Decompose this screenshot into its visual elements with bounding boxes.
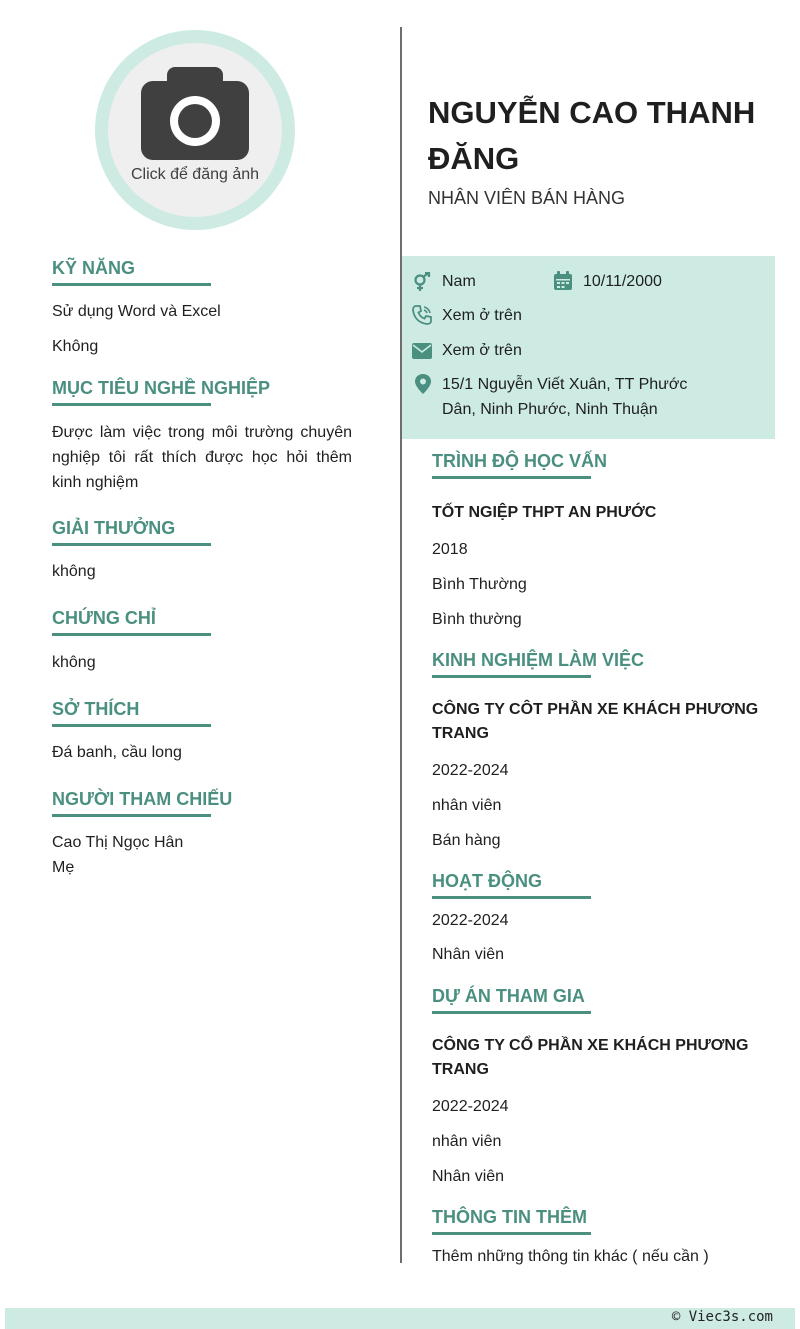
experience-underline: [432, 675, 591, 678]
address-line-1: 15/1 Nguyễn Viết Xuân, TT Phước: [442, 376, 688, 393]
activities-role: Nhân viên: [432, 946, 505, 963]
activities-period: 2022-2024: [432, 912, 509, 929]
candidate-name: NGUYỄN CAO THANH ĐĂNG: [428, 95, 756, 176]
extra-info-text: Thêm những thông tin khác ( nếu cần ): [432, 1248, 709, 1265]
awards-title: GIẢI THƯỞNG: [52, 518, 176, 538]
extra-info-underline: [432, 1232, 591, 1235]
objective-title: MỤC TIÊU NGHỀ NGHIỆP: [52, 378, 271, 398]
skills-title: KỸ NĂNG: [52, 258, 136, 278]
experience-title: KINH NGHIỆM LÀM VIỆC: [432, 650, 645, 670]
location-icon: [413, 374, 433, 394]
objective-text: Được làm việc trong môi trường chuyên nghiệp tôi rất thích được học hỏi thêm kinh nghiệm: [52, 424, 352, 491]
references-title: NGƯỜI THAM CHIẾU: [52, 789, 233, 809]
reference-name: Cao Thị Ngọc Hân: [52, 834, 184, 851]
address-line-2: Dân, Ninh Phước, Ninh Thuận: [442, 401, 658, 418]
education-underline: [432, 476, 591, 479]
project-company: CÔNG TY CỔ PHẦN XE KHÁCH PHƯƠNG: [432, 1037, 749, 1054]
email-value: Xem ở trên: [442, 342, 522, 359]
camera-icon[interactable]: [141, 67, 249, 160]
awards-underline: [52, 543, 211, 546]
project-description: Nhân viên: [432, 1168, 505, 1185]
upload-photo-label[interactable]: Click để đăng ảnh: [130, 166, 260, 183]
education-year: 2018: [432, 541, 468, 558]
projects-underline: [432, 1011, 591, 1014]
certificates-underline: [52, 633, 211, 636]
references-underline: [52, 814, 211, 817]
certificates-text: không: [52, 654, 96, 671]
extra-info-title: THÔNG TIN THÊM: [432, 1207, 587, 1227]
phone-value: Xem ở trên: [442, 307, 522, 324]
birthday-value: 10/11/2000: [583, 273, 662, 290]
skills-underline: [52, 283, 211, 286]
experience-description: Bán hàng: [432, 832, 501, 849]
hobbies-title: SỞ THÍCH: [52, 699, 140, 719]
certificates-title: CHỨNG CHỈ: [52, 608, 156, 628]
education-detail: Bình Thường: [432, 576, 527, 593]
education-school: TỐT NGIỆP THPT AN PHƯỚC: [432, 504, 657, 521]
projects-title: DỰ ÁN THAM GIA: [432, 986, 585, 1006]
experience-position: nhân viên: [432, 797, 502, 814]
email-icon: [412, 341, 432, 361]
education-detail: Bình thường: [432, 611, 522, 628]
job-title: NHÂN VIÊN BÁN HÀNG: [428, 188, 626, 208]
column-divider: [400, 27, 402, 1263]
skill-item: Sử dụng Word và Excel: [52, 303, 221, 320]
project-period: 2022-2024: [432, 1098, 509, 1115]
gender-value: Nam: [442, 273, 476, 290]
project-role: nhân viên: [432, 1133, 502, 1150]
education-title: TRÌNH ĐỘ HỌC VẤN: [432, 451, 607, 471]
calendar-icon: [553, 271, 573, 291]
experience-company-cont: TRANG: [432, 725, 489, 742]
footer-credit[interactable]: © Viec3s.com: [671, 1309, 773, 1325]
awards-text: không: [52, 563, 96, 580]
skill-item: Không: [52, 338, 99, 355]
hobbies-text: Đá banh, cầu long: [52, 744, 182, 761]
activities-title: HOẠT ĐỘNG: [432, 871, 542, 891]
hobbies-underline: [52, 724, 211, 727]
reference-relation: Mẹ: [52, 859, 75, 876]
objective-underline: [52, 403, 211, 406]
experience-period: 2022-2024: [432, 762, 509, 779]
experience-company: CÔNG TY CÔT PHẦN XE KHÁCH PHƯƠNG: [432, 701, 759, 718]
phone-icon: [412, 305, 432, 325]
project-company-cont: TRANG: [432, 1061, 489, 1078]
gender-icon: [412, 272, 432, 292]
activities-underline: [432, 896, 591, 899]
